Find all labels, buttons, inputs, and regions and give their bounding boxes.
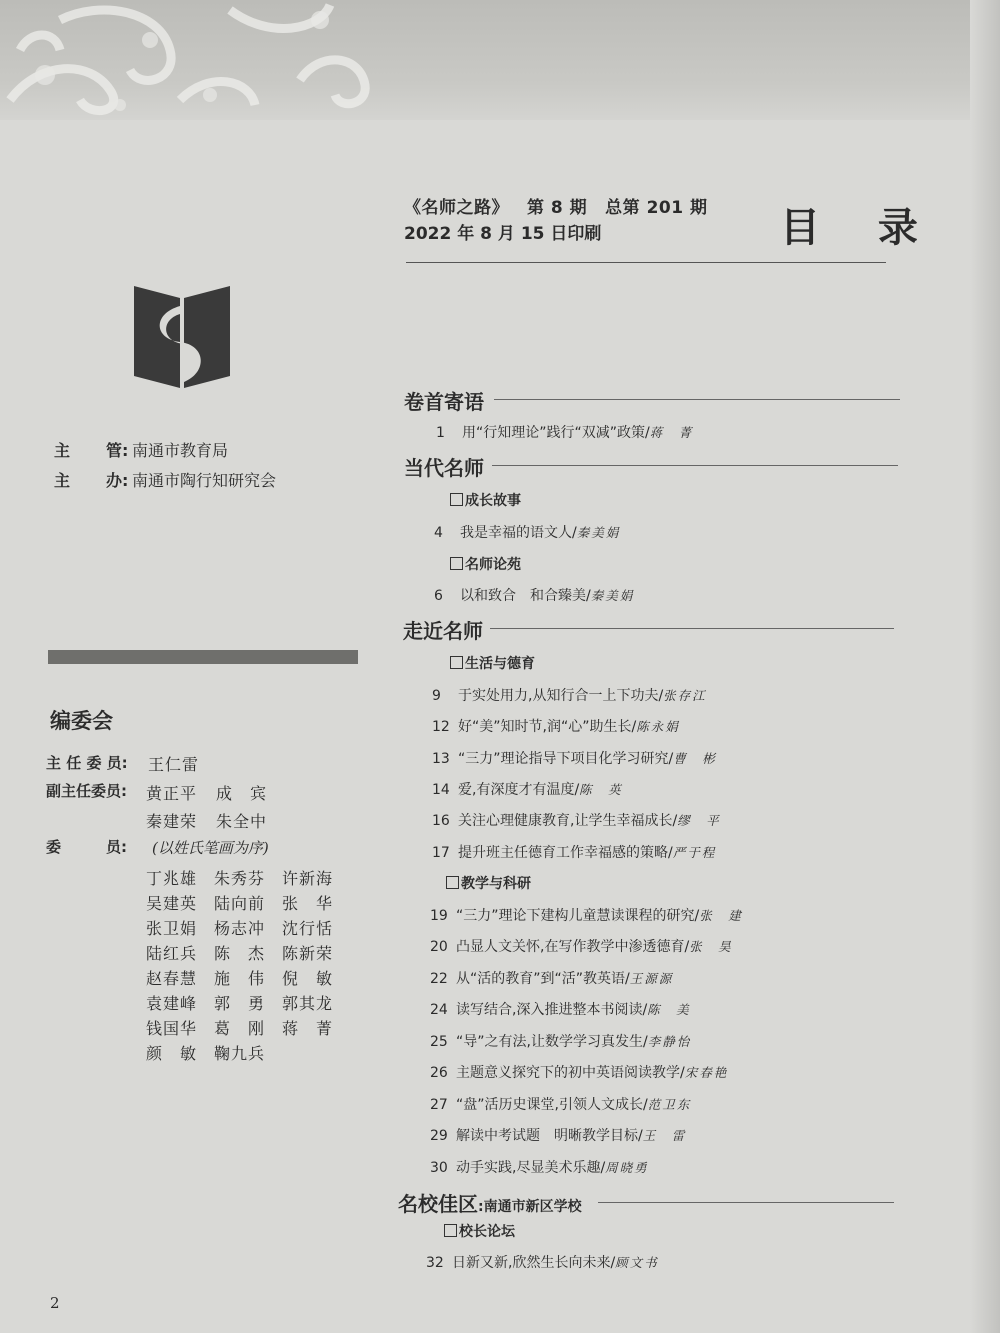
toc-entry[interactable] bbox=[432, 685, 707, 705]
supervisor-row bbox=[54, 438, 228, 461]
director-name: 王仁雷 bbox=[148, 755, 200, 774]
subsection-teaching bbox=[446, 873, 531, 893]
toc-author: 宋春艳 bbox=[684, 1065, 729, 1080]
subsection-forum bbox=[450, 554, 521, 574]
page-number: 2 bbox=[50, 1294, 60, 1312]
member-name: 倪 敏 bbox=[282, 969, 334, 988]
member-name: 袁建峰 bbox=[146, 994, 198, 1013]
toc-entry[interactable] bbox=[430, 1125, 686, 1145]
toc-title: “三力”理论指导下项目化学习研究/ bbox=[458, 751, 674, 767]
vice-label: 副主任委员: bbox=[46, 782, 127, 800]
toc-title: 于实处用力,从知行合一上下功夫/ bbox=[458, 688, 664, 704]
toc-author: 张存江 bbox=[663, 688, 707, 703]
supervisor-label-2: 管: bbox=[106, 441, 129, 460]
toc-author: 周晓勇 bbox=[605, 1160, 649, 1175]
member-name: 施 伟 bbox=[214, 969, 266, 988]
toc-author: 秦美娟 bbox=[576, 525, 621, 540]
member-name: 葛 刚 bbox=[214, 1019, 266, 1038]
vice-name: 黄正平 bbox=[146, 784, 198, 803]
member-name: 许新海 bbox=[282, 869, 334, 888]
section-rule bbox=[492, 465, 898, 466]
section-title bbox=[398, 1188, 582, 1217]
toc-author: 陈永娟 bbox=[636, 719, 680, 734]
toc-entry[interactable] bbox=[432, 779, 623, 799]
section-rule bbox=[598, 1202, 894, 1203]
toc-author: 秦美娟 bbox=[590, 588, 635, 603]
toc-entry[interactable] bbox=[430, 1157, 649, 1177]
toc-author: 缪 平 bbox=[677, 813, 721, 828]
toc-entry[interactable] bbox=[430, 936, 733, 956]
member-name: 杨志冲 bbox=[214, 919, 266, 938]
toc-page: 30 bbox=[430, 1160, 448, 1176]
decorative-ornament-band bbox=[0, 0, 1000, 120]
toc-title: 主题意义探究下的初中英语阅读教学/ bbox=[456, 1065, 685, 1081]
journal-logo bbox=[132, 284, 232, 394]
page-fold-shadow bbox=[970, 0, 1000, 1333]
toc-page: 9 bbox=[432, 688, 441, 704]
toc-title: 我是幸福的语文人/ bbox=[460, 525, 577, 541]
vice-name: 朱全中 bbox=[216, 812, 268, 831]
member-label: 委 员: bbox=[46, 838, 127, 856]
supervisor-value: 南通市教育局 bbox=[132, 441, 229, 460]
director-label: 主 任 委 员: bbox=[46, 754, 128, 772]
toc-author: 张 建 bbox=[699, 908, 743, 923]
toc-title: 关注心理健康教育,让学生幸福成长/ bbox=[458, 813, 678, 829]
subsection-label: 成长故事 bbox=[465, 493, 521, 509]
toc-entry[interactable] bbox=[436, 422, 693, 442]
subsection-label: 生活与德育 bbox=[465, 656, 535, 672]
toc-page: 6 bbox=[434, 588, 443, 604]
member-name: 郭 勇 bbox=[214, 994, 266, 1013]
toc-page: 20 bbox=[430, 939, 448, 955]
subsection-label: 校长论坛 bbox=[459, 1224, 515, 1240]
toc-title: 提升班主任德育工作幸福感的策略/ bbox=[458, 845, 673, 861]
checkbox-square-icon bbox=[446, 876, 459, 889]
toc-title: 解读中考试题 明晰教学目标/ bbox=[456, 1128, 643, 1144]
section-title: 走近名师 bbox=[403, 619, 483, 643]
subsection-life bbox=[450, 653, 535, 673]
toc-page: 4 bbox=[434, 525, 443, 541]
toc-author: 曹 彬 bbox=[673, 751, 717, 766]
journal-name: 《名师之路》 bbox=[404, 198, 509, 218]
member-name: 鞠九兵 bbox=[214, 1044, 266, 1063]
toc-page: 22 bbox=[430, 971, 448, 987]
section-subtitle: :南通市新区学校 bbox=[478, 1199, 582, 1215]
issue-info bbox=[404, 193, 726, 218]
member-name: 朱秀芬 bbox=[214, 869, 266, 888]
toc-title: 读写结合,深入推进整本书阅读/ bbox=[456, 1002, 648, 1018]
toc-page: 26 bbox=[430, 1065, 448, 1081]
toc-entry[interactable] bbox=[432, 842, 716, 862]
subsection-label: 名师论苑 bbox=[465, 557, 521, 573]
divider-bar bbox=[48, 650, 358, 664]
toc-page: 17 bbox=[432, 845, 450, 861]
toc-title: “导”之有法,让数学学习真发生/ bbox=[456, 1034, 648, 1050]
toc-title: “盘”活历史课堂,引领人文成长/ bbox=[456, 1097, 648, 1113]
member-name: 吴建英 bbox=[146, 894, 198, 913]
toc-author: 张 昊 bbox=[689, 939, 733, 954]
toc-title: 动手实践,尽显美术乐趣/ bbox=[456, 1160, 606, 1176]
checkbox-square-icon bbox=[444, 1224, 457, 1237]
toc-entry[interactable] bbox=[432, 748, 717, 768]
section-title: 卷首寄语 bbox=[404, 390, 484, 414]
toc-page: 27 bbox=[430, 1097, 448, 1113]
board-title: 编委会 bbox=[50, 709, 113, 733]
section-rule bbox=[494, 399, 900, 400]
subsection-growth bbox=[450, 490, 521, 510]
toc-entry[interactable] bbox=[434, 522, 620, 542]
toc-title: 以和致合 和合臻美/ bbox=[460, 588, 591, 604]
toc-author: 范卫东 bbox=[647, 1097, 692, 1112]
toc-title: 爱,有深度才有温度/ bbox=[458, 782, 580, 798]
toc-page: 1 bbox=[436, 425, 445, 441]
sponsor-value: 南通市陶行知研究会 bbox=[132, 471, 277, 490]
toc-page: 12 bbox=[432, 719, 450, 735]
toc-page: 14 bbox=[432, 782, 450, 798]
toc-page: 32 bbox=[426, 1255, 444, 1271]
toc-title: 用“行知理论”践行“双减”政策/ bbox=[462, 425, 650, 441]
toc-page: 25 bbox=[430, 1034, 448, 1050]
toc-page: 29 bbox=[430, 1128, 448, 1144]
subsection-label: 教学与科研 bbox=[461, 876, 531, 892]
toc-title: 从“活的教育”到“活”教英语/ bbox=[456, 971, 630, 987]
member-name: 陈 杰 bbox=[214, 944, 266, 963]
toc-entry[interactable] bbox=[432, 810, 721, 830]
member-name: 张 华 bbox=[282, 894, 334, 913]
section-rule bbox=[490, 628, 894, 629]
toc-author: 顾文书 bbox=[615, 1255, 659, 1270]
header-divider bbox=[406, 262, 886, 263]
member-name: 陆向前 bbox=[214, 894, 266, 913]
member-name: 陈新荣 bbox=[282, 944, 334, 963]
toc-entry[interactable] bbox=[430, 968, 673, 988]
toc-author: 李静怡 bbox=[647, 1034, 692, 1049]
toc-entry[interactable] bbox=[430, 1094, 691, 1114]
toc-author: 陈 美 bbox=[647, 1002, 691, 1017]
issue-number: 第 8 期 bbox=[527, 198, 588, 218]
toc-title: 好“美”知时节,润“心”助生长/ bbox=[458, 719, 637, 735]
toc-page: 13 bbox=[432, 751, 450, 767]
checkbox-square-icon bbox=[450, 656, 463, 669]
sponsor-row bbox=[54, 468, 276, 491]
section-title: 当代名师 bbox=[404, 456, 484, 480]
total-issue: 总第 201 期 bbox=[605, 198, 708, 218]
toc-page: 24 bbox=[430, 1002, 448, 1018]
member-name: 颜 敏 bbox=[146, 1044, 198, 1063]
member-name: 张卫娟 bbox=[146, 919, 198, 938]
toc-entry[interactable] bbox=[430, 905, 743, 925]
member-name: 赵春慧 bbox=[146, 969, 198, 988]
sponsor-label-2: 办: bbox=[106, 471, 129, 490]
checkbox-square-icon bbox=[450, 557, 463, 570]
toc-author: 王源源 bbox=[629, 971, 674, 986]
page-title: 目 录 bbox=[780, 204, 940, 251]
toc-author: 蒋 菁 bbox=[649, 425, 694, 440]
toc-page: 19 bbox=[430, 908, 448, 924]
toc-entry[interactable] bbox=[430, 1062, 728, 1082]
toc-author: 王 雷 bbox=[642, 1128, 687, 1143]
toc-entry[interactable] bbox=[430, 999, 691, 1019]
toc-title: 凸显人文关怀,在写作教学中渗透德育/ bbox=[456, 939, 690, 955]
subsection-principal bbox=[444, 1221, 515, 1241]
member-name: 钱国华 bbox=[146, 1019, 198, 1038]
toc-title: 日新又新,欣然生长向未来/ bbox=[452, 1255, 616, 1271]
vice-name: 成 宾 bbox=[216, 784, 268, 803]
toc-entry[interactable] bbox=[426, 1252, 659, 1272]
member-note: (以姓氏笔画为序) bbox=[152, 839, 269, 857]
checkbox-square-icon bbox=[450, 493, 463, 506]
toc-author: 严于程 bbox=[672, 845, 717, 860]
toc-author: 陈 英 bbox=[579, 782, 623, 797]
member-name: 蒋 菁 bbox=[282, 1019, 334, 1038]
print-date: 2022 年 8 月 15 日印刷 bbox=[404, 224, 602, 244]
toc-entry[interactable] bbox=[430, 1031, 691, 1051]
member-name: 丁兆雄 bbox=[146, 869, 198, 888]
ornament-swirls bbox=[0, 0, 1000, 120]
toc-entry[interactable] bbox=[432, 716, 680, 736]
supervisor-label: 主 bbox=[54, 441, 71, 460]
vice-name: 秦建荣 bbox=[146, 812, 198, 831]
toc-title: “三力”理论下建构儿童慧读课程的研究/ bbox=[456, 908, 700, 924]
section-title-main: 名校佳区 bbox=[398, 1192, 478, 1216]
member-name: 郭其龙 bbox=[282, 994, 334, 1013]
toc-page: 16 bbox=[432, 813, 450, 829]
toc-entry[interactable] bbox=[434, 585, 634, 605]
sponsor-label: 主 bbox=[54, 471, 71, 490]
member-name: 沈行恬 bbox=[282, 919, 334, 938]
member-name: 陆红兵 bbox=[146, 944, 198, 963]
